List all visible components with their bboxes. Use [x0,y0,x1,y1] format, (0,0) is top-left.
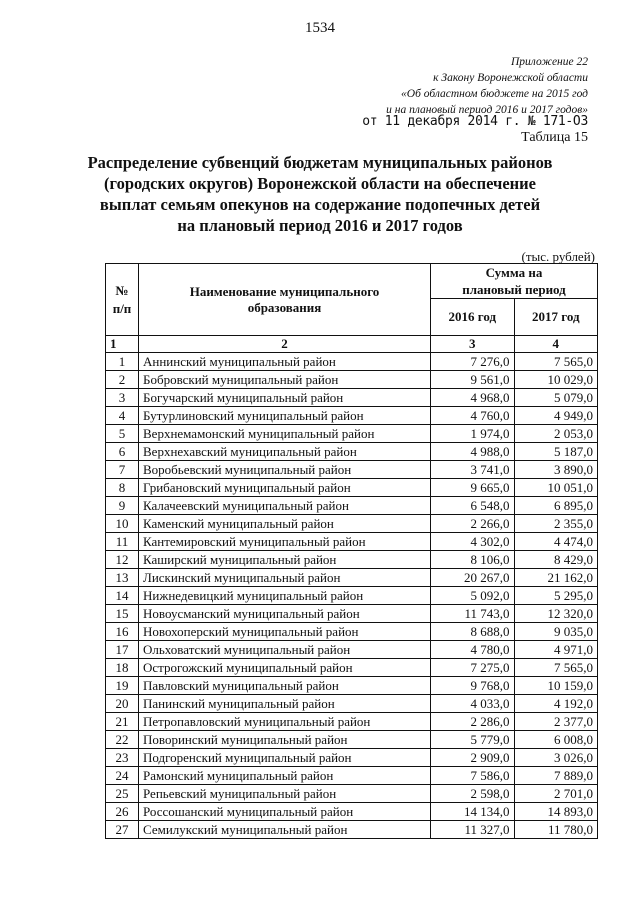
row-number: 20 [106,695,139,713]
district-name: Грибановский муниципальный район [139,479,431,497]
value-2016: 7 586,0 [431,767,515,785]
unit-note: (тыс. рублей) [521,249,595,264]
table-row [106,659,598,677]
value-2017: 2 377,0 [514,713,598,731]
value-2016: 9 665,0 [431,479,515,497]
table-row [106,821,598,839]
district-name: Рамонский муниципальный район [139,767,431,785]
row-number: 1 [106,353,139,371]
district-name: Поворинский муниципальный район [139,731,431,749]
value-2017: 2 053,0 [514,425,598,443]
row-number: 27 [106,821,139,839]
table-row [106,569,598,587]
value-2017: 6 895,0 [514,497,598,515]
header-number-line: № [115,282,129,298]
table-row [106,425,598,443]
row-number: 2 [106,371,139,389]
header-number [106,264,139,336]
value-2016: 2 286,0 [431,713,515,731]
column-index: 3 [431,336,515,353]
district-name: Россошанский муниципальный район [139,803,431,821]
row-number: 13 [106,569,139,587]
value-2017: 4 474,0 [514,533,598,551]
row-number: 6 [106,443,139,461]
row-number: 26 [106,803,139,821]
district-name: Бобровский муниципальный район [139,371,431,389]
value-2017: 21 162,0 [514,569,598,587]
header-sum [431,264,598,299]
header-sum-line: Сумма на [485,265,543,280]
value-2017: 4 192,0 [514,695,598,713]
table-row [106,785,598,803]
district-name: Репьевский муниципальный район [139,785,431,803]
table-row [106,371,598,389]
table-row [106,479,598,497]
district-name: Калачеевский муниципальный район [139,497,431,515]
table-row [106,407,598,425]
table-row [106,389,598,407]
value-2017: 5 187,0 [514,443,598,461]
header-2017: 2017 год [514,299,598,336]
value-2016: 4 780,0 [431,641,515,659]
value-2016: 1 974,0 [431,425,515,443]
value-2016: 9 561,0 [431,371,515,389]
decree-stamp: от 11 декабря 2014 г. № 171-ОЗ [362,114,588,129]
value-2016: 2 266,0 [431,515,515,533]
value-2017: 10 029,0 [514,371,598,389]
row-number: 19 [106,677,139,695]
district-name: Петропавловский муниципальный район [139,713,431,731]
table-row [106,803,598,821]
row-number: 10 [106,515,139,533]
district-name: Новохоперский муниципальный район [139,623,431,641]
row-number: 14 [106,587,139,605]
value-2017: 5 079,0 [514,389,598,407]
row-number: 22 [106,731,139,749]
page-number: 1534 [305,20,335,36]
row-number: 25 [106,785,139,803]
district-name: Нижнедевицкий муниципальный район [139,587,431,605]
value-2016: 8 688,0 [431,623,515,641]
value-2017: 10 159,0 [514,677,598,695]
value-2016: 3 741,0 [431,461,515,479]
value-2016: 11 327,0 [431,821,515,839]
table-row [106,605,598,623]
row-number: 18 [106,659,139,677]
table-label: Таблица 15 [521,130,588,145]
header-sum-line: плановый период [462,282,566,297]
title-line: на плановый период 2016 и 2017 годов [177,216,463,235]
value-2017: 3 026,0 [514,749,598,767]
value-2017: 8 429,0 [514,551,598,569]
appendix-line: Приложение 22 [510,56,588,68]
district-name: Верхнемамонский муниципальный район [139,425,431,443]
appendix-block [386,54,588,118]
value-2017: 4 949,0 [514,407,598,425]
value-2017: 7 565,0 [514,659,598,677]
row-number: 12 [106,551,139,569]
row-number: 15 [106,605,139,623]
table-row [106,695,598,713]
value-2017: 7 565,0 [514,353,598,371]
header-number-line: п/п [112,300,132,316]
district-name: Острогожский муниципальный район [139,659,431,677]
value-2016: 14 134,0 [431,803,515,821]
header-2016: 2016 год [431,299,515,336]
row-number: 7 [106,461,139,479]
district-name: Лискинский муниципальный район [139,569,431,587]
column-index: 1 [106,336,139,353]
header-name-line: образования [247,299,322,315]
title-line: (городских округов) Воронежской области на обеспечение [104,174,536,193]
table-row [106,587,598,605]
table-row [106,641,598,659]
value-2016: 7 276,0 [431,353,515,371]
table-row [106,533,598,551]
value-2017: 3 890,0 [514,461,598,479]
value-2017: 11 780,0 [514,821,598,839]
value-2017: 14 893,0 [514,803,598,821]
table-row [106,731,598,749]
row-number: 21 [106,713,139,731]
value-2017: 2 701,0 [514,785,598,803]
table-row [106,677,598,695]
appendix-line: к Закону Воронежской области [433,72,588,84]
row-number: 5 [106,425,139,443]
value-2016: 4 760,0 [431,407,515,425]
district-name: Семилукский муниципальный район [139,821,431,839]
row-number: 8 [106,479,139,497]
table-row [106,749,598,767]
column-index: 4 [514,336,598,353]
district-name: Каменский муниципальный район [139,515,431,533]
value-2016: 4 033,0 [431,695,515,713]
district-name: Бутурлиновский муниципальный район [139,407,431,425]
district-name: Павловский муниципальный район [139,677,431,695]
value-2016: 11 743,0 [431,605,515,623]
district-name: Воробьевский муниципальный район [139,461,431,479]
appendix-line: «Об областном бюджете на 2015 год [401,88,588,100]
row-number: 17 [106,641,139,659]
table-row [106,767,598,785]
row-number: 23 [106,749,139,767]
table-row [106,497,598,515]
value-2017: 10 051,0 [514,479,598,497]
value-2017: 5 295,0 [514,587,598,605]
district-name: Верхнехавский муниципальный район [139,443,431,461]
row-number: 11 [106,533,139,551]
table-row [106,713,598,731]
district-name: Аннинский муниципальный район [139,353,431,371]
value-2016: 4 968,0 [431,389,515,407]
document-title [80,152,560,236]
value-2017: 12 320,0 [514,605,598,623]
value-2016: 2 909,0 [431,749,515,767]
district-name: Каширский муниципальный район [139,551,431,569]
header-name-line: Наименование муниципального [189,283,380,299]
value-2016: 5 092,0 [431,587,515,605]
row-number: 9 [106,497,139,515]
district-name: Панинский муниципальный район [139,695,431,713]
row-number: 16 [106,623,139,641]
district-name: Кантемировский муниципальный район [139,533,431,551]
district-name: Богучарский муниципальный район [139,389,431,407]
table-row [106,551,598,569]
table-row [106,623,598,641]
row-number: 4 [106,407,139,425]
value-2017: 6 008,0 [514,731,598,749]
table-row [106,515,598,533]
value-2016: 8 106,0 [431,551,515,569]
value-2016: 4 988,0 [431,443,515,461]
subsidy-table [105,263,598,839]
district-name: Ольховатский муниципальный район [139,641,431,659]
district-name: Подгоренский муниципальный район [139,749,431,767]
appendix-line: и на плановый период 2016 и 2017 годов» [386,104,588,116]
table-row [106,353,598,371]
value-2017: 2 355,0 [514,515,598,533]
header-name [139,264,431,336]
table-row [106,461,598,479]
row-number: 24 [106,767,139,785]
value-2016: 4 302,0 [431,533,515,551]
column-index: 2 [139,336,431,353]
row-number: 3 [106,389,139,407]
value-2016: 9 768,0 [431,677,515,695]
table-header-row [106,264,598,299]
value-2016: 20 267,0 [431,569,515,587]
value-2016: 2 598,0 [431,785,515,803]
title-line: выплат семьям опекунов на содержание подопечных детей [99,195,541,214]
value-2016: 5 779,0 [431,731,515,749]
value-2017: 7 889,0 [514,767,598,785]
value-2017: 4 971,0 [514,641,598,659]
value-2017: 9 035,0 [514,623,598,641]
title-line: Распределение субвенций бюджетам муниципальных районов [87,153,553,172]
table-row [106,443,598,461]
value-2016: 6 548,0 [431,497,515,515]
column-index-row [106,336,598,353]
district-name: Новоусманский муниципальный район [139,605,431,623]
value-2016: 7 275,0 [431,659,515,677]
